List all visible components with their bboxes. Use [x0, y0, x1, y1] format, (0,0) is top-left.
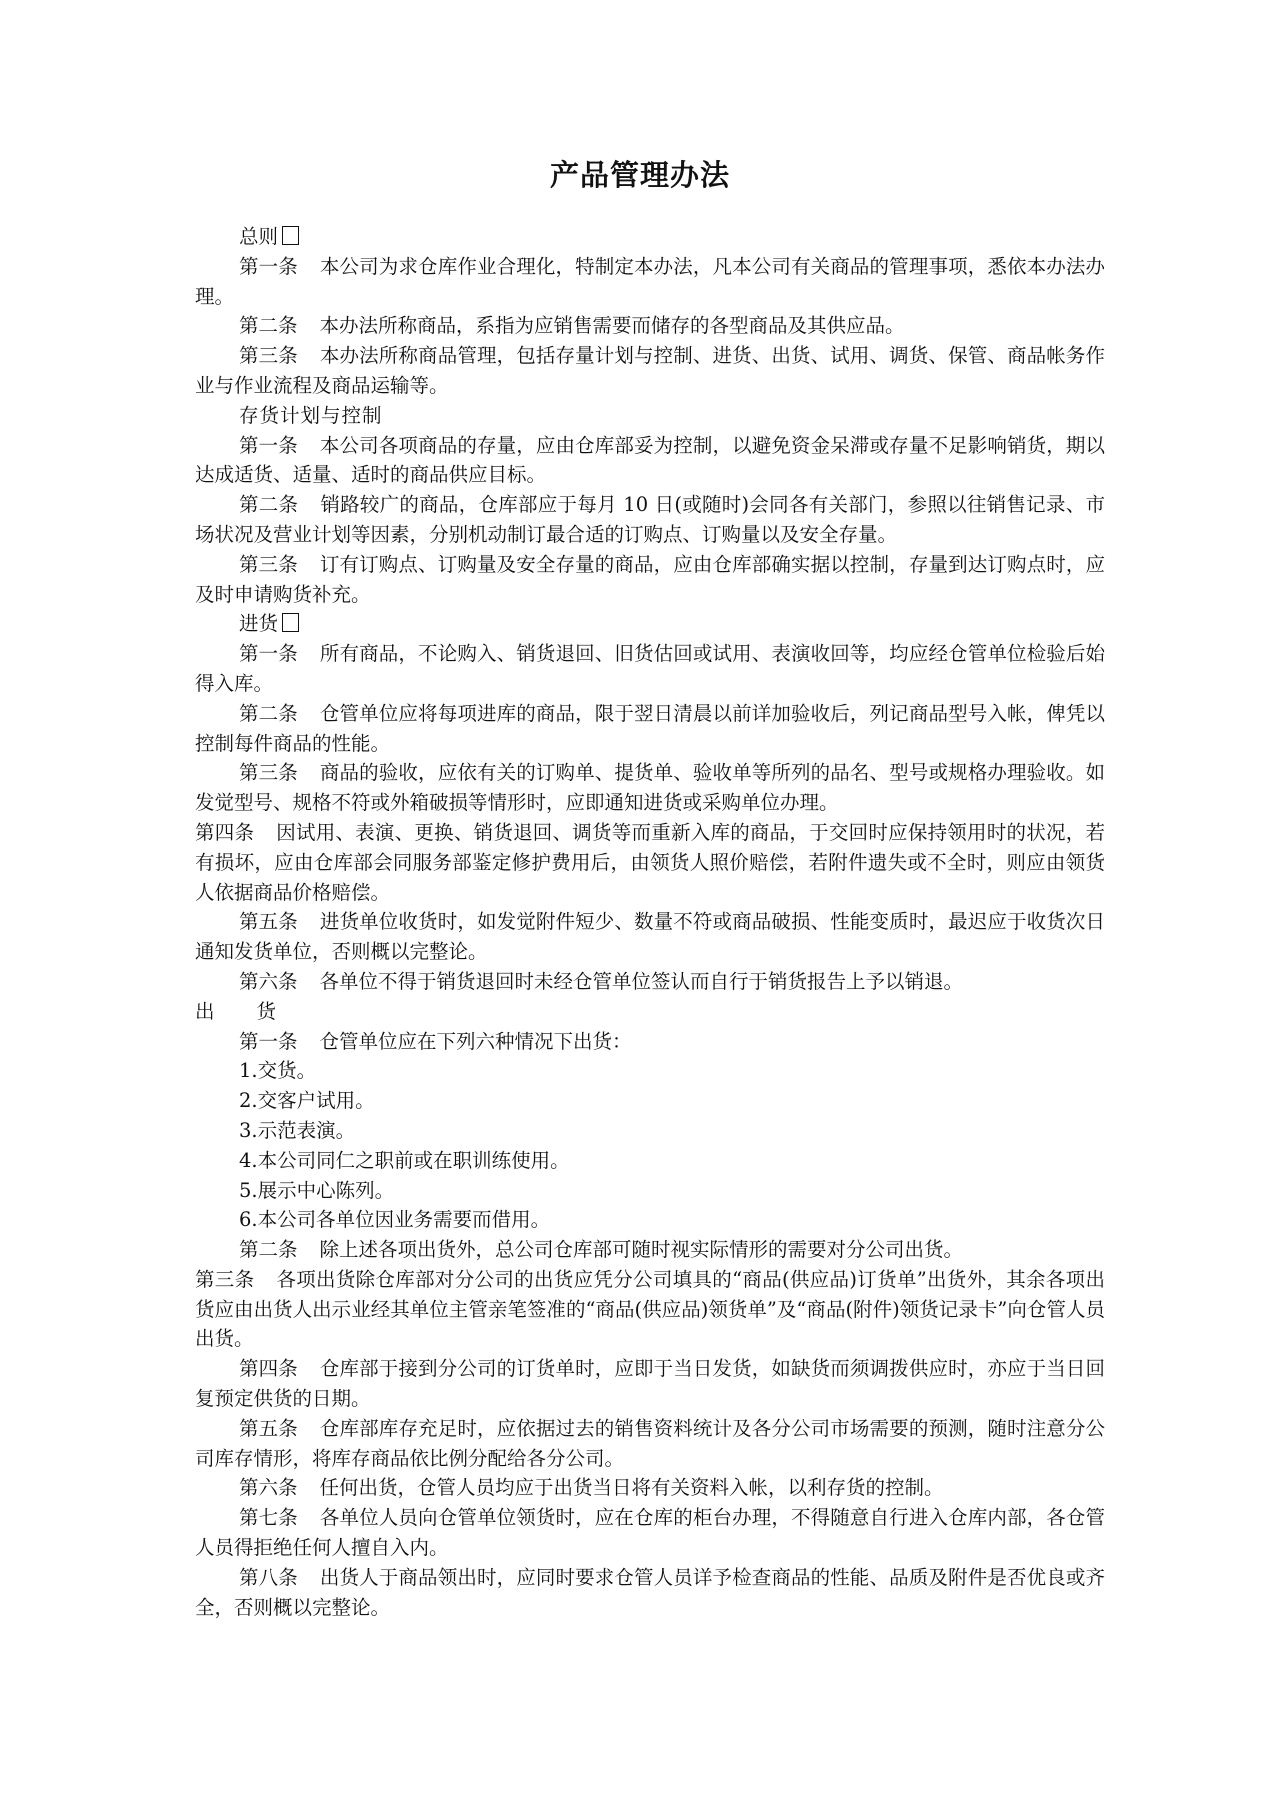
- article-number: 第六条: [239, 1476, 298, 1500]
- article: [195, 1027, 1105, 1057]
- checkbox-icon: [282, 226, 299, 245]
- article-number: 第八条: [239, 1565, 298, 1589]
- article: [195, 1414, 1105, 1474]
- article-number: 第一条: [239, 642, 298, 666]
- article: [195, 758, 1105, 818]
- article-number: 第四条: [239, 1357, 298, 1381]
- article-number: 第六条: [239, 969, 298, 993]
- list-item: 5.展示中心陈列。: [239, 1178, 395, 1202]
- article-text: 出货人于商品领出时，应同时要求仓管人员详予检查商品的性能、品质及附件是否优良或齐全，否则概以完整论。: [195, 1565, 1105, 1619]
- article-text: 进货: [239, 612, 279, 636]
- article: [195, 967, 1105, 997]
- article-text: 仓管单位应在下列六种情况下出货：: [319, 1029, 632, 1053]
- article: [195, 252, 1105, 312]
- article-text: 仓管单位应将每项进库的商品，限于翌日清晨以前详加验收后，列记商品型号入帐，俾凭以控制每件商品的性能。: [195, 701, 1105, 755]
- article-text: 销路较广的商品，仓库部应于每月 10 日(或随时)会同各有关部门，参照以往销售记录、市场状况及营业计划等因素，分别机动制订最合适的订购点、订购量以及安全存量。: [195, 493, 1105, 546]
- page-title: 产品管理办法: [549, 158, 730, 192]
- article-number: 第五条: [239, 1416, 298, 1440]
- list-item: 6.本公司各单位因业务需要而借用。: [239, 1208, 551, 1232]
- article-text: 除上述各项出货外，总公司仓库部可随时视实际情形的需要对分公司出货。: [319, 1238, 964, 1262]
- article-text: 订有订购点、订购量及安全存量的商品，应由仓库部确实据以控制，存量到达订购点时，应及时申请购货补充。: [195, 552, 1105, 606]
- article-number: 第二条: [239, 701, 298, 725]
- article: [195, 1503, 1105, 1563]
- article-text: 本公司为求仓库作业合理化，特制定本办法，凡本公司有关商品的管理事项，悉依本办法办理。: [195, 254, 1105, 308]
- article: [195, 1265, 1105, 1354]
- article-number: 第二条: [239, 1238, 298, 1262]
- article: [195, 639, 1105, 699]
- list-item: 1.交货。: [239, 1059, 317, 1083]
- article: [195, 1354, 1105, 1414]
- article-text: 各单位不得于销货退回时未经仓管单位签认而自行于销货报告上予以销退。: [319, 969, 964, 993]
- article-number: 第四条: [195, 820, 255, 844]
- article-number: 第一条: [239, 433, 298, 457]
- article-number: 第二条: [239, 493, 299, 517]
- article-text: 本办法所称商品管理，包括存量计划与控制、进货、出货、试用、调货、保管、商品帐务作业与作业流程及商品运输等。: [195, 344, 1105, 397]
- list-item: 3.示范表演。: [239, 1118, 356, 1142]
- article-text: 本办法所称商品，系指为应销售需要而储存的各型商品及其供应品。: [319, 314, 905, 338]
- article-number: 第一条: [239, 254, 298, 278]
- section-heading-shipping: 出 货: [195, 999, 278, 1023]
- article-number: 第三条: [195, 1267, 255, 1291]
- article-number: 第二条: [239, 314, 298, 338]
- article: [195, 907, 1105, 967]
- article-text: 本公司各项商品的存量，应由仓库部妥为控制，以避免资金呆滞或存量不足影响销货，期以达成适货、适量、适时的商品供应目标。: [195, 433, 1105, 487]
- article: [195, 550, 1105, 610]
- list-item: 4.本公司同仁之职前或在职训练使用。: [239, 1148, 570, 1172]
- article: [195, 1563, 1105, 1623]
- article-text: 所有商品，不论购入、销货退回、旧货估回或试用、表演收回等，均应经仓管单位检验后始得入库。: [195, 642, 1105, 695]
- article: [195, 1473, 1105, 1503]
- article-text: 仓库部于接到分公司的订货单时，应即于当日发货，如缺货而须调拨供应时，亦应于当日回复预定供货的日期。: [195, 1357, 1105, 1411]
- article: [195, 699, 1105, 759]
- article-number: 第一条: [239, 1029, 298, 1053]
- article-number: 第七条: [239, 1506, 298, 1530]
- section-heading-general: [195, 222, 1105, 252]
- article: [195, 1235, 1105, 1265]
- checkbox-icon: [282, 613, 299, 632]
- article-number: 第三条: [239, 552, 298, 576]
- article-text: 任何出货，仓管人员均应于出货当日将有关资料入帐，以利存货的控制。: [319, 1476, 944, 1500]
- article-number: 第三条: [239, 344, 298, 368]
- document-body: [195, 222, 1105, 1622]
- article-text: 进货单位收货时，如发觉附件短少、数量不符或商品破损、性能变质时，最迟应于收货次日通知发货单位，否则概以完整论。: [195, 910, 1105, 964]
- article: [195, 490, 1105, 550]
- article-number: 第五条: [239, 910, 298, 934]
- article-text: 商品的验收，应依有关的订购单、提货单、验收单等所列的品名、型号或规格办理验收。如发觉型号、规格不符或外箱破损等情形时，应即通知进货或采购单位办理。: [195, 761, 1105, 815]
- article-text: 各项出货除仓库部对分公司的出货应凭分公司填具的“商品(供应品)订货单”出货外，其余各项出货应由出货人出示业经其单位主管亲笔签准的“商品(供应品)领货单”及“商品(附件)领货记录卡”向仓管人员出货。: [195, 1267, 1105, 1351]
- article-text: 总则: [239, 225, 279, 248]
- article: [195, 311, 1105, 341]
- list-item: 2.交客户试用。: [239, 1089, 375, 1113]
- section-heading-inventory: 存货计划与控制: [239, 403, 383, 427]
- article-text: 因试用、表演、更换、销货退回、调货等而重新入库的商品，于交回时应保持领用时的状况，若有损坏，应由仓库部会同服务部鉴定修护费用后，由领货人照价赔偿，若附件遗失或不全时，则应由领货人依据商品价格赔偿。: [195, 820, 1105, 904]
- article-text: 各单位人员向仓管单位领货时，应在仓库的柜台办理，不得随意自行进入仓库内部，各仓管人员得拒绝任何人擅自入内。: [195, 1506, 1105, 1560]
- article: [195, 341, 1105, 401]
- article: [195, 818, 1105, 907]
- article-number: 第三条: [239, 761, 298, 785]
- article-text: 仓库部库存充足时，应依据过去的销售资料统计及各分公司市场需要的预测，随时注意分公司库存情形，将库存商品依比例分配给各分公司。: [195, 1416, 1105, 1470]
- section-heading-receiving: [195, 609, 1105, 639]
- article: [195, 431, 1105, 491]
